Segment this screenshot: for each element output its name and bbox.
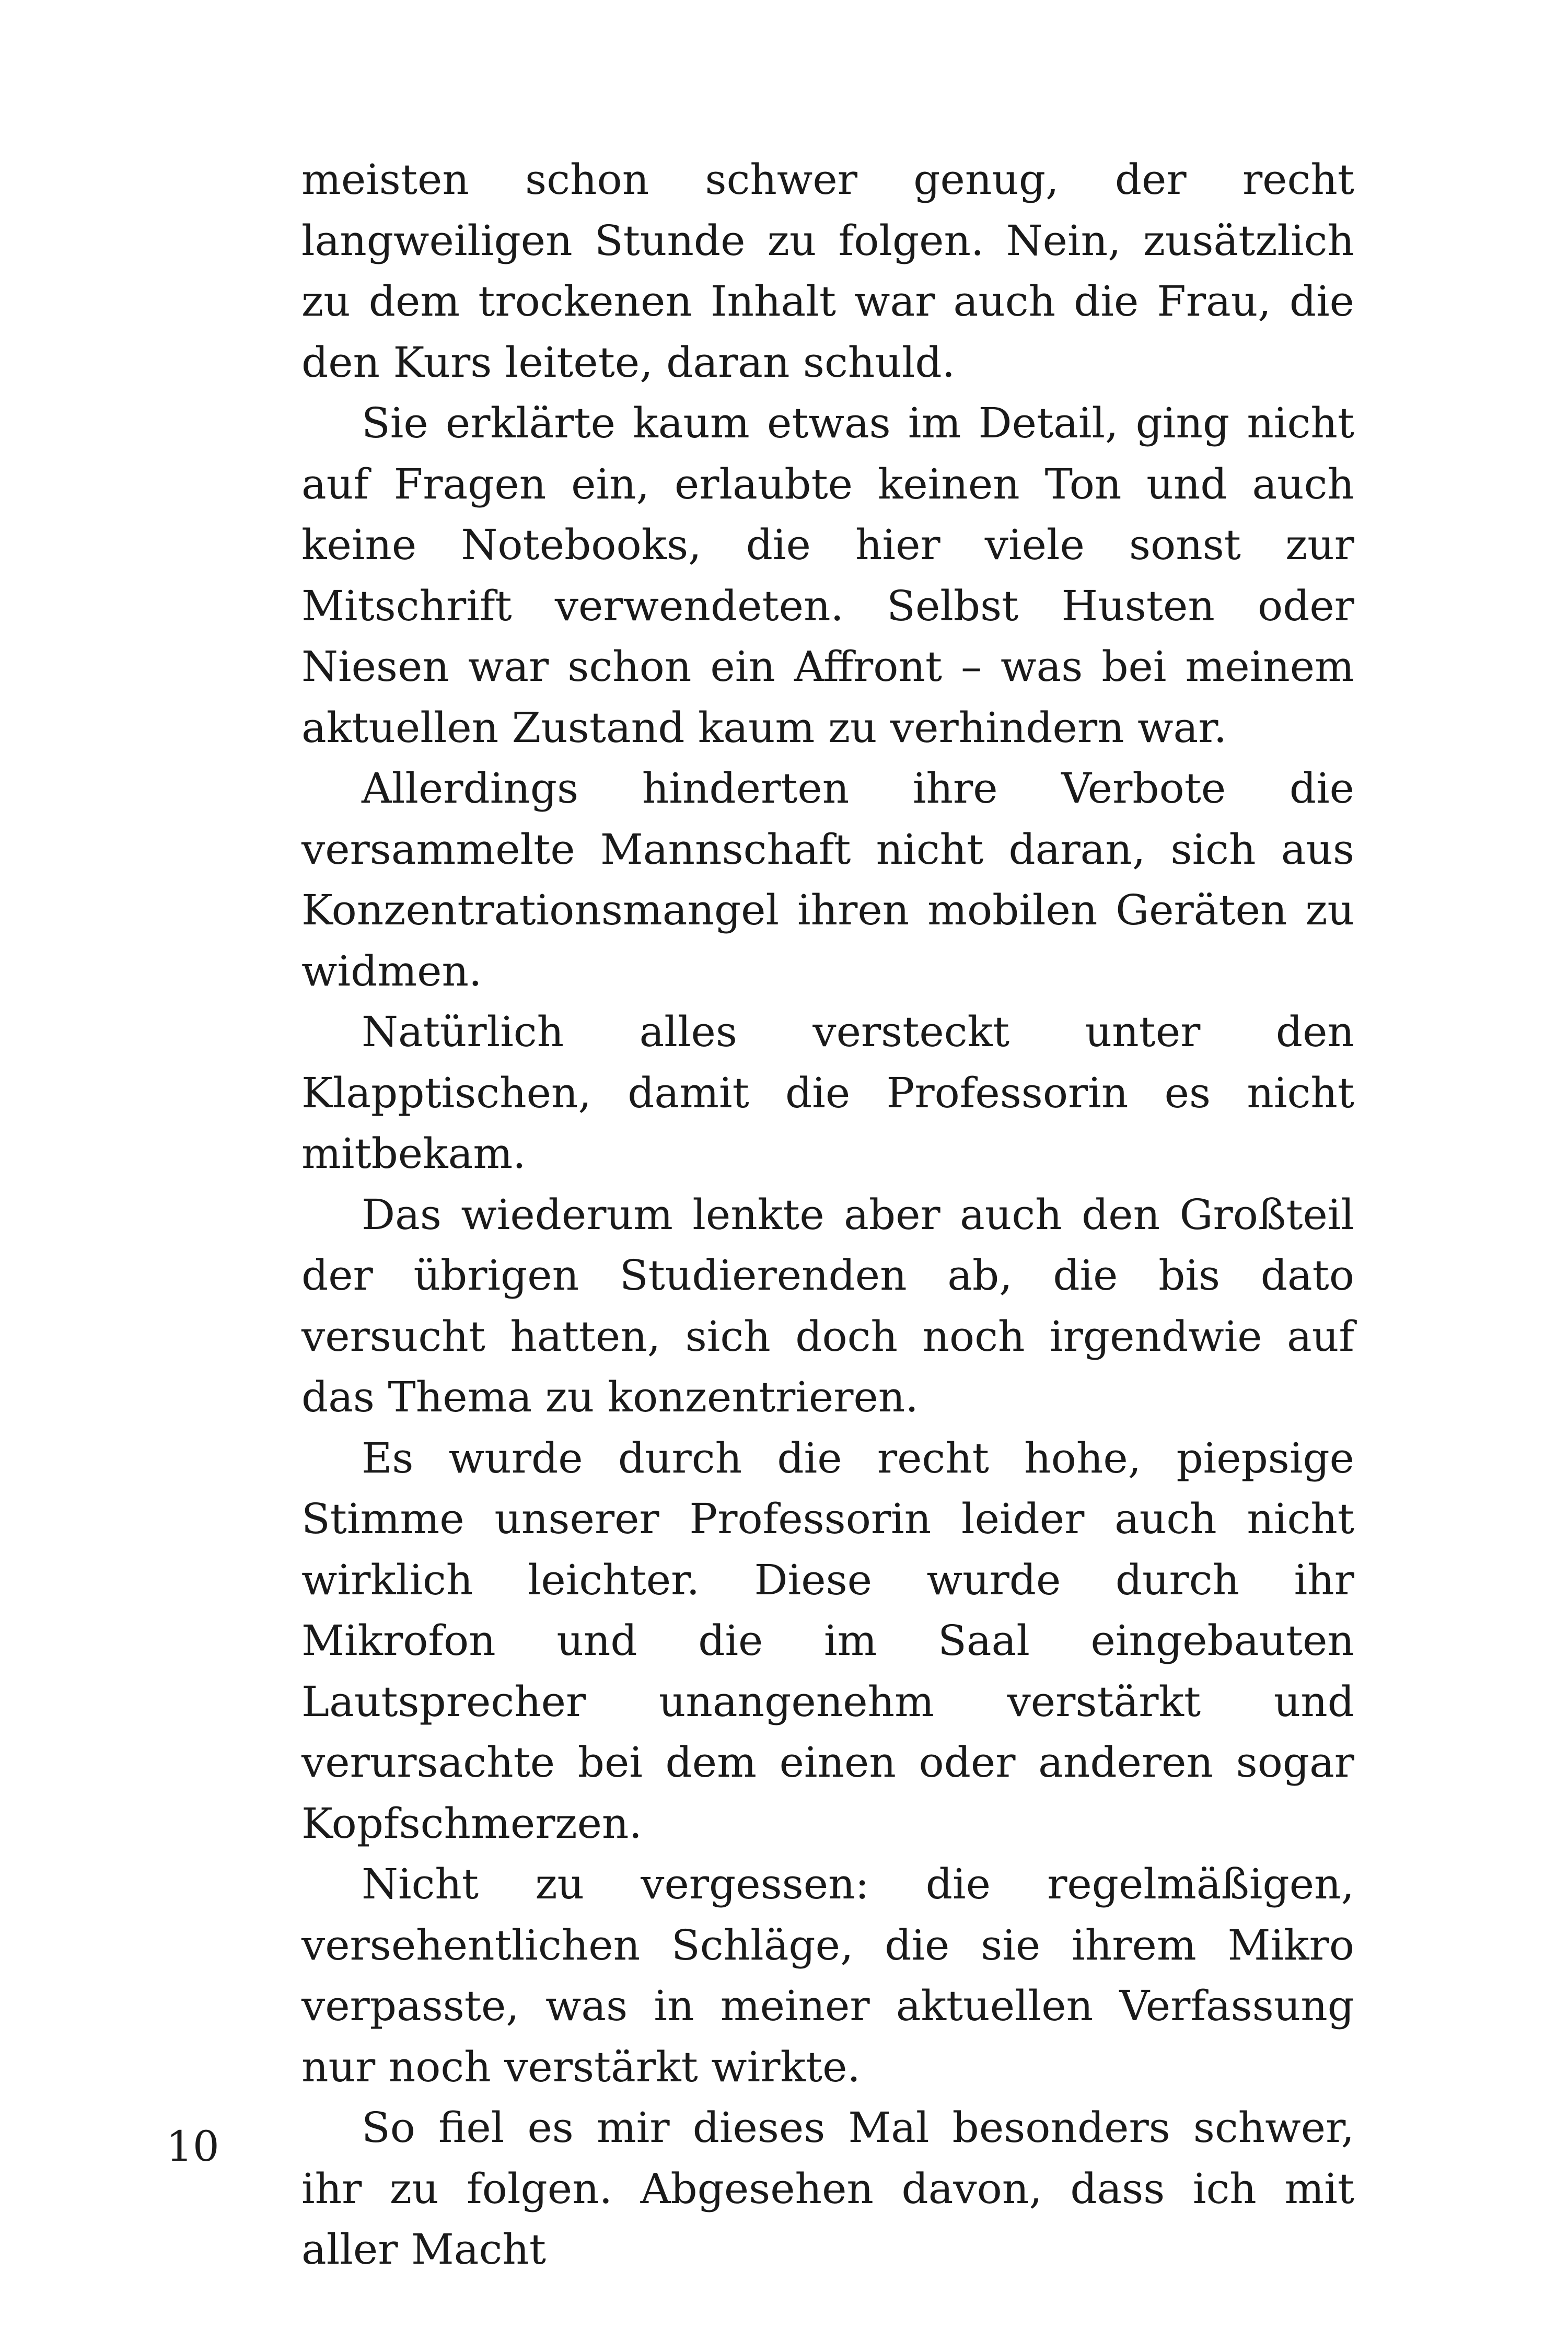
paragraph: So fiel es mir dieses Mal besonders schwer, ihr zu folgen. Abgesehen davon, dass ich mit aller Macht (301, 2103, 1354, 2274)
paragraph: Das wiederum lenkte aber auch den Großteil der übrigen Studierenden ab, die bis dato versucht hatten, sich doch noch irgendwie auf das Thema zu konzentrieren. (301, 1190, 1354, 1421)
paragraph: meisten schon schwer genug, der recht langweiligen Stunde zu folgen. Nein, zusätzlich zu dem trockenen Inhalt war auch die Frau, die den Kurs leitete, daran schuld. (301, 155, 1354, 387)
body-text (301, 149, 1354, 2280)
paragraph: Nicht zu vergessen: die regelmäßigen, versehentlichen Schläge, die sie ihrem Mikro verpasste, was in meiner aktuellen Verfassung nur noch verstärkt wirkte. (301, 1860, 1354, 2091)
paragraph: Es wurde durch die recht hohe, piepsige Stimme unserer Professorin leider auch nicht wirklich leichter. Diese wurde durch ihr Mikrofon und die im Saal eingebauten Lautsprecher unangenehm verstärkt und verursachte bei dem einen oder anderen sogar Kopfschmerzen. (301, 1433, 1354, 1848)
paragraph: Allerdings hinderten ihre Verbote die versammelte Mannschaft nicht daran, sich aus Konzentrationsmangel ihren mobilen Geräten zu widmen. (301, 764, 1354, 995)
paragraph: Sie erklärte kaum etwas im Detail, ging nicht auf Fragen ein, erlaubte keinen Ton und auch keine Notebooks, die hier viele sonst zur Mitschrift verwendeten. Selbst Husten oder Niesen war schon ein Affront – was bei meinem aktuellen Zustand kaum zu verhindern war. (301, 399, 1354, 752)
paragraph: Natürlich alles versteckt unter den Klapptischen, damit die Professorin es nicht mitbekam. (301, 1007, 1354, 1178)
page-number: 10 (166, 2122, 219, 2171)
